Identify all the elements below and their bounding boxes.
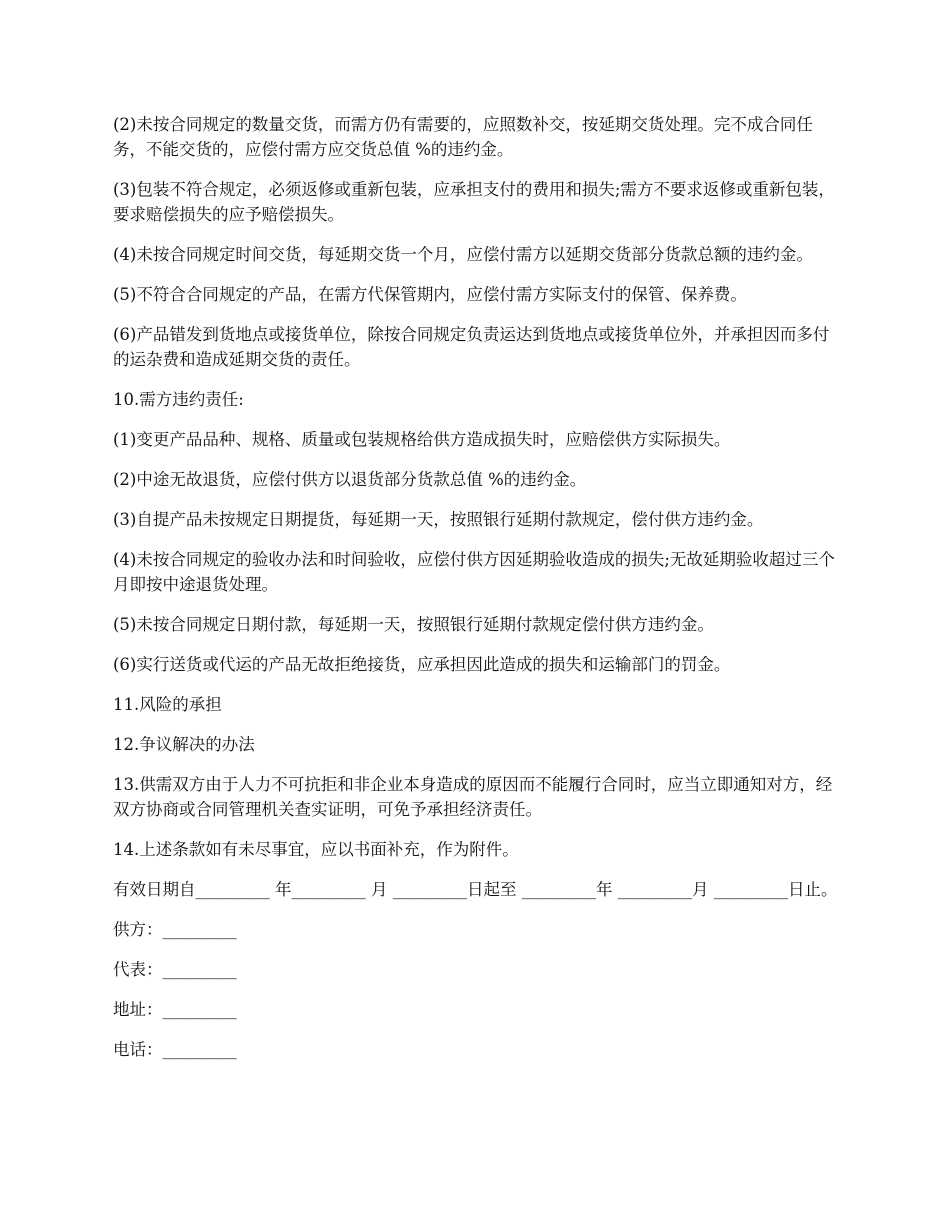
clause-supplier-5: (5)不符合合同规定的产品，在需方代保管期内，应偿付需方实际支付的保管、保养费。 xyxy=(113,285,747,304)
clause-buyer-3: (3)自提产品未按规定日期提货，每延期一天，按照银行延期付款规定，偿付供方违约金。 xyxy=(113,510,764,529)
clause-buyer-4: (4)未按合同规定的验收办法和时间验收，应偿付供方因延期验收造成的损失;无故延期验收超过三个月即按中途退货处理。 xyxy=(113,550,835,594)
document-body xyxy=(113,112,841,1077)
clause-supplier-3: (3)包装不符合规定，必须返修或重新包装，应承担支付的费用和损失;需方不要求返修或重新包装，要求赔偿损失的应予赔偿损失。 xyxy=(113,180,835,224)
clause-buyer-1: (1)变更产品品种、规格、质量或包装规格给供方造成损失时，应赔偿供方实际损失。 xyxy=(113,430,731,449)
section-heading-12: 12.争议解决的办法 xyxy=(113,735,255,754)
clause-supplier-2: (2)未按合同规定的数量交货，而需方仍有需要的，应照数补交，按延期交货处理。完不成合同任务，不能交货的，应偿付需方应交货总值 %的违约金。 xyxy=(113,115,813,159)
section-heading-11: 11.风险的承担 xyxy=(113,695,222,714)
clause-buyer-2: (2)中途无故退货，应偿付供方以退货部分货款总值 %的违约金。 xyxy=(113,470,587,489)
signature-address: 地址：_________ xyxy=(113,1000,237,1019)
signature-supplier: 供方：_________ xyxy=(113,920,237,939)
section-heading-10: 10.需方违约责任: xyxy=(113,390,244,409)
clause-supplier-6: (6)产品错发到货地点或接货单位，除按合同规定负责运达到货地点或接货单位外，并承担因而多付的运杂费和造成延期交货的责任。 xyxy=(113,325,830,369)
validity-period-line: 有效日期自_________ 年_________ 月 _________日起至 _________年 _________月 _________日止。 xyxy=(113,880,838,899)
signature-representative: 代表：_________ xyxy=(113,960,237,979)
signature-phone: 电话：_________ xyxy=(113,1040,237,1059)
clause-supplier-4: (4)未按合同规定时间交货，每延期交货一个月，应偿付需方以延期交货部分货款总额的违约金。 xyxy=(113,245,813,264)
clause-buyer-6: (6)实行送货或代运的产品无故拒绝接货，应承担因此造成的损失和运输部门的罚金。 xyxy=(113,655,731,674)
clause-13: 13.供需双方由于人力不可抗拒和非企业本身造成的原因而不能履行合同时，应当立即通知对方，经双方协商或合同管理机关查实证明，可免予承担经济责任。 xyxy=(113,775,833,819)
clause-buyer-5: (5)未按合同规定日期付款，每延期一天，按照银行延期付款规定偿付供方违约金。 xyxy=(113,615,714,634)
clause-14: 14.上述条款如有未尽事宜，应以书面补充，作为附件。 xyxy=(113,840,519,859)
